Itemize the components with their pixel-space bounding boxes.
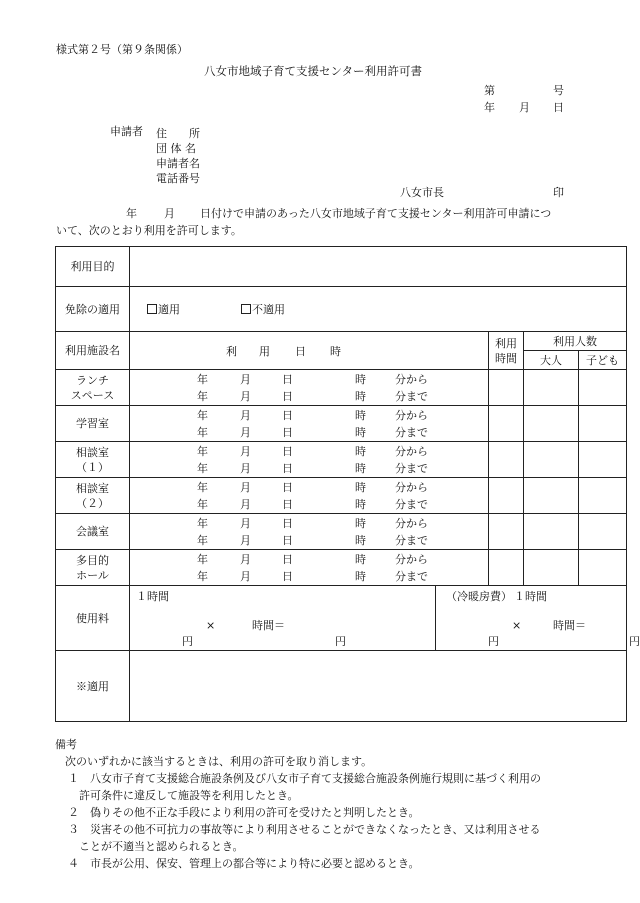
usage-time-header (489, 332, 524, 370)
applied-label: ※適用 (56, 651, 130, 722)
heating-total-unit: 円 (629, 635, 640, 648)
date-month-unit: 月 (240, 389, 251, 403)
date-day-unit: 日 (282, 461, 293, 475)
facility-name (56, 514, 130, 550)
time-to-unit: 分まで (395, 497, 428, 511)
date-day-unit: 日 (282, 533, 293, 547)
exemption-label: 免除の適用 (56, 287, 130, 332)
checkbox-icon[interactable] (147, 304, 157, 314)
datetime-line[interactable] (130, 460, 488, 477)
time-to-unit: 分まで (395, 461, 428, 475)
adult-count-cell[interactable] (524, 406, 579, 442)
note-number: ３ (68, 823, 79, 836)
facility-name-line: 多目的 (76, 553, 109, 567)
notes-heading: 備考 (55, 738, 77, 751)
note-line (55, 855, 585, 872)
time-to-unit: 分まで (395, 533, 428, 547)
date-day-unit: 日 (282, 425, 293, 439)
facility-datetime (130, 550, 489, 586)
date-day-unit: 日 (282, 497, 293, 511)
date-year: 年 (484, 101, 495, 114)
date-month-unit: 月 (240, 444, 251, 458)
heating-hours-eq: 時間＝ (553, 619, 586, 632)
date-month-unit: 月 (240, 425, 251, 439)
date-month-unit: 月 (240, 533, 251, 547)
exemption-not-apply-label: 不適用 (252, 303, 285, 316)
time-to-unit: 分まで (395, 425, 428, 439)
datetime-line[interactable] (130, 532, 488, 549)
date-day-unit: 日 (282, 389, 293, 403)
date-month-unit: 月 (240, 480, 251, 494)
datetime-line[interactable] (130, 371, 488, 388)
purpose-input[interactable] (130, 247, 627, 287)
time-from-unit: 分から (395, 480, 428, 494)
note-number: ２ (68, 806, 79, 819)
exemption-apply-option[interactable] (147, 304, 180, 315)
datetime-line[interactable] (130, 424, 488, 441)
adult-count-cell[interactable] (524, 550, 579, 586)
facility-row (56, 550, 627, 586)
adult-count-cell[interactable] (524, 442, 579, 478)
date-day-unit: 日 (282, 516, 293, 530)
datetime-line[interactable] (130, 568, 488, 585)
date-month-unit: 月 (240, 461, 251, 475)
permit-table (55, 246, 640, 722)
date-day-unit: 日 (282, 480, 293, 494)
note-item (55, 770, 585, 804)
date-year-unit: 年 (197, 444, 208, 458)
child-count-cell[interactable] (579, 406, 627, 442)
usage-time-cell[interactable] (489, 514, 524, 550)
applicant-name-label: 申請者名 (156, 157, 200, 170)
note-text: 災害その他不可抗力の事故等により利用させることができなくなったとき、又は利用させる (90, 823, 541, 836)
facility-datetime (130, 370, 489, 406)
date-year-unit: 年 (197, 533, 208, 547)
applicant-fields (156, 126, 200, 186)
date-year-unit: 年 (197, 372, 208, 386)
applied-input[interactable] (130, 651, 627, 722)
facility-name-line: （１） (76, 460, 109, 474)
facility-name (56, 442, 130, 478)
note-text: 偽りその他不正な手段により利用の許可を受けたと判明したとき。 (90, 806, 420, 819)
facility-name-line: ランチ (76, 373, 109, 387)
exemption-options (130, 287, 627, 332)
facility-row (56, 442, 627, 478)
date-year-unit: 年 (197, 408, 208, 422)
date-day-unit: 日 (282, 569, 293, 583)
fee-times: × (206, 619, 216, 632)
doc-no-suffix: 号 (553, 84, 564, 97)
datetime-line[interactable] (130, 515, 488, 532)
date-year-unit: 年 (197, 497, 208, 511)
note-number: １ (68, 772, 79, 785)
purpose-label: 利用目的 (56, 247, 130, 287)
fee-hours-eq: 時間＝ (252, 619, 285, 632)
facility-row (56, 478, 627, 514)
facility-name (56, 406, 130, 442)
facility-name-line: 会議室 (76, 525, 109, 538)
adult-count-cell[interactable] (524, 478, 579, 514)
facility-datetime (130, 514, 489, 550)
time-to-unit: 分まで (395, 389, 428, 403)
time-from-unit: 分から (395, 408, 428, 422)
note-text: 八女市子育て支援総合施設条例及び八女市子育て支援総合施設条例施行規則に基づく利用の (90, 772, 541, 785)
page-title: 八女市地域子育て支援センター利用許可書 (204, 64, 423, 78)
datetime-line[interactable] (130, 407, 488, 424)
people-header: 利用人数 (524, 332, 627, 351)
fee-total-unit: 円 (335, 635, 346, 648)
facility-name (56, 370, 130, 406)
note-text: 市長が公用、保安、管理上の都合等により特に必要と認めるとき。 (90, 857, 420, 870)
date-month-unit: 月 (240, 408, 251, 422)
heating-times: × (512, 619, 522, 632)
date-month-unit: 月 (240, 569, 251, 583)
facility-name-line: （２） (76, 496, 109, 510)
usage-time-cell[interactable] (489, 370, 524, 406)
note-line (55, 770, 585, 787)
date-day-unit: 日 (282, 444, 293, 458)
date-year-unit: 年 (197, 569, 208, 583)
child-count-cell[interactable] (579, 442, 627, 478)
time-hour-unit: 時 (355, 372, 366, 386)
time-from-unit: 分から (395, 444, 428, 458)
note-item (55, 804, 585, 821)
facility-datetime (130, 478, 489, 514)
datetime-header-char4: 時 (330, 345, 341, 358)
seal-mark: 印 (553, 186, 564, 199)
child-count-cell[interactable] (579, 370, 627, 406)
form-number: 様式第２号（第９条関係） (56, 43, 188, 56)
date-year-unit: 年 (197, 480, 208, 494)
usage-time-cell[interactable] (489, 478, 524, 514)
exemption-apply-label: 適用 (158, 303, 180, 316)
date-day-unit: 日 (282, 372, 293, 386)
applicant-label: 申請者 (110, 125, 143, 138)
facility-name (56, 550, 130, 586)
facility-row (56, 514, 627, 550)
checkbox-icon[interactable] (241, 304, 251, 314)
time-from-unit: 分から (395, 552, 428, 566)
fee-per-hour: １時間 (136, 590, 169, 603)
datetime-header-char2: 用 (259, 345, 270, 358)
facility-row (56, 406, 627, 442)
child-count-cell[interactable] (579, 550, 627, 586)
facility-datetime (130, 442, 489, 478)
time-hour-unit: 時 (355, 516, 366, 530)
adult-count-cell[interactable] (524, 514, 579, 550)
time-hour-unit: 時 (355, 425, 366, 439)
applicant-address-label: 住 所 (156, 127, 200, 140)
time-hour-unit: 時 (355, 444, 366, 458)
date-day-unit: 日 (282, 552, 293, 566)
applicant-group-label: 団 体 名 (156, 142, 196, 155)
facility-header: 利用施設名 (56, 332, 130, 370)
notes-items (55, 770, 585, 872)
usage-time-cell[interactable] (489, 406, 524, 442)
usage-time-cell[interactable] (489, 550, 524, 586)
body-text-line2: いて、次のとおり利用を許可します。 (56, 224, 242, 237)
date-month-unit: 月 (240, 516, 251, 530)
note-continuation: ことが不適当と認められるとき。 (79, 840, 244, 853)
time-from-unit: 分から (395, 516, 428, 530)
date-year-unit: 年 (197, 389, 208, 403)
note-item (55, 821, 585, 855)
date-year-unit: 年 (197, 461, 208, 475)
fee-right-cell (436, 586, 640, 651)
body-year: 年 (126, 207, 137, 220)
datetime-header-char1: 利 (226, 345, 237, 358)
heating-yen-unit: 円 (488, 635, 499, 648)
time-hour-unit: 時 (355, 408, 366, 422)
body-month: 月 (164, 207, 175, 220)
usage-time-cell[interactable] (489, 442, 524, 478)
time-hour-unit: 時 (355, 461, 366, 475)
note-line (55, 804, 585, 821)
facility-row (56, 370, 627, 406)
adult-header: 大人 (524, 351, 579, 370)
heating-label: （冷暖房費） (446, 590, 512, 603)
datetime-line[interactable] (130, 496, 488, 513)
child-count-cell[interactable] (579, 478, 627, 514)
note-number: ４ (68, 857, 79, 870)
heating-per-hour: １時間 (514, 590, 547, 603)
child-count-cell[interactable] (579, 514, 627, 550)
facility-name-line: 相談室 (76, 445, 109, 459)
note-item (55, 855, 585, 872)
date-day-unit: 日 (282, 408, 293, 422)
facility-name-line: スペース (70, 388, 115, 402)
child-header: 子ども (579, 351, 627, 370)
fee-left-cell (130, 586, 436, 651)
date-month: 月 (519, 101, 530, 114)
facility-name-line: 相談室 (76, 481, 109, 495)
date-year-unit: 年 (197, 425, 208, 439)
time-hour-unit: 時 (355, 389, 366, 403)
exemption-not-apply-option[interactable] (241, 304, 285, 315)
time-to-unit: 分まで (395, 569, 428, 583)
body-text-line1: 日付けで申請のあった八女市地域子育て支援センター利用許可申請につ (200, 207, 552, 220)
date-day: 日 (553, 101, 564, 114)
fee-label: 使用料 (56, 586, 130, 651)
time-hour-unit: 時 (355, 497, 366, 511)
time-hour-unit: 時 (355, 533, 366, 547)
datetime-line[interactable] (130, 551, 488, 568)
note-continuation: 許可条件に違反して施設等を利用したとき。 (79, 789, 299, 802)
fee-yen-unit: 円 (182, 635, 193, 648)
facility-datetime (130, 406, 489, 442)
date-month-unit: 月 (240, 372, 251, 386)
time-hour-unit: 時 (355, 569, 366, 583)
usage-time-header-line2: 時間 (495, 351, 517, 365)
datetime-line[interactable] (130, 443, 488, 460)
notes-intro: 次のいずれかに該当するときは、利用の許可を取り消します。 (65, 755, 373, 768)
time-hour-unit: 時 (355, 480, 366, 494)
adult-count-cell[interactable] (524, 370, 579, 406)
time-from-unit: 分から (395, 372, 428, 386)
datetime-header (130, 332, 489, 370)
datetime-line[interactable] (130, 479, 488, 496)
applicant-phone-label: 電話番号 (156, 172, 200, 185)
notes-section (55, 736, 585, 872)
facility-name (56, 478, 130, 514)
usage-time-header-line1: 利用 (495, 336, 517, 350)
date-month-unit: 月 (240, 552, 251, 566)
mayor-label: 八女市長 (400, 186, 444, 199)
facility-name-line: ホール (76, 568, 109, 582)
doc-no-prefix: 第 (484, 84, 495, 97)
facility-name-line: 学習室 (76, 417, 109, 430)
time-hour-unit: 時 (355, 552, 366, 566)
datetime-line[interactable] (130, 388, 488, 405)
date-year-unit: 年 (197, 516, 208, 530)
date-month-unit: 月 (240, 497, 251, 511)
datetime-header-char3: 日 (295, 345, 306, 358)
note-line (55, 821, 585, 838)
date-year-unit: 年 (197, 552, 208, 566)
